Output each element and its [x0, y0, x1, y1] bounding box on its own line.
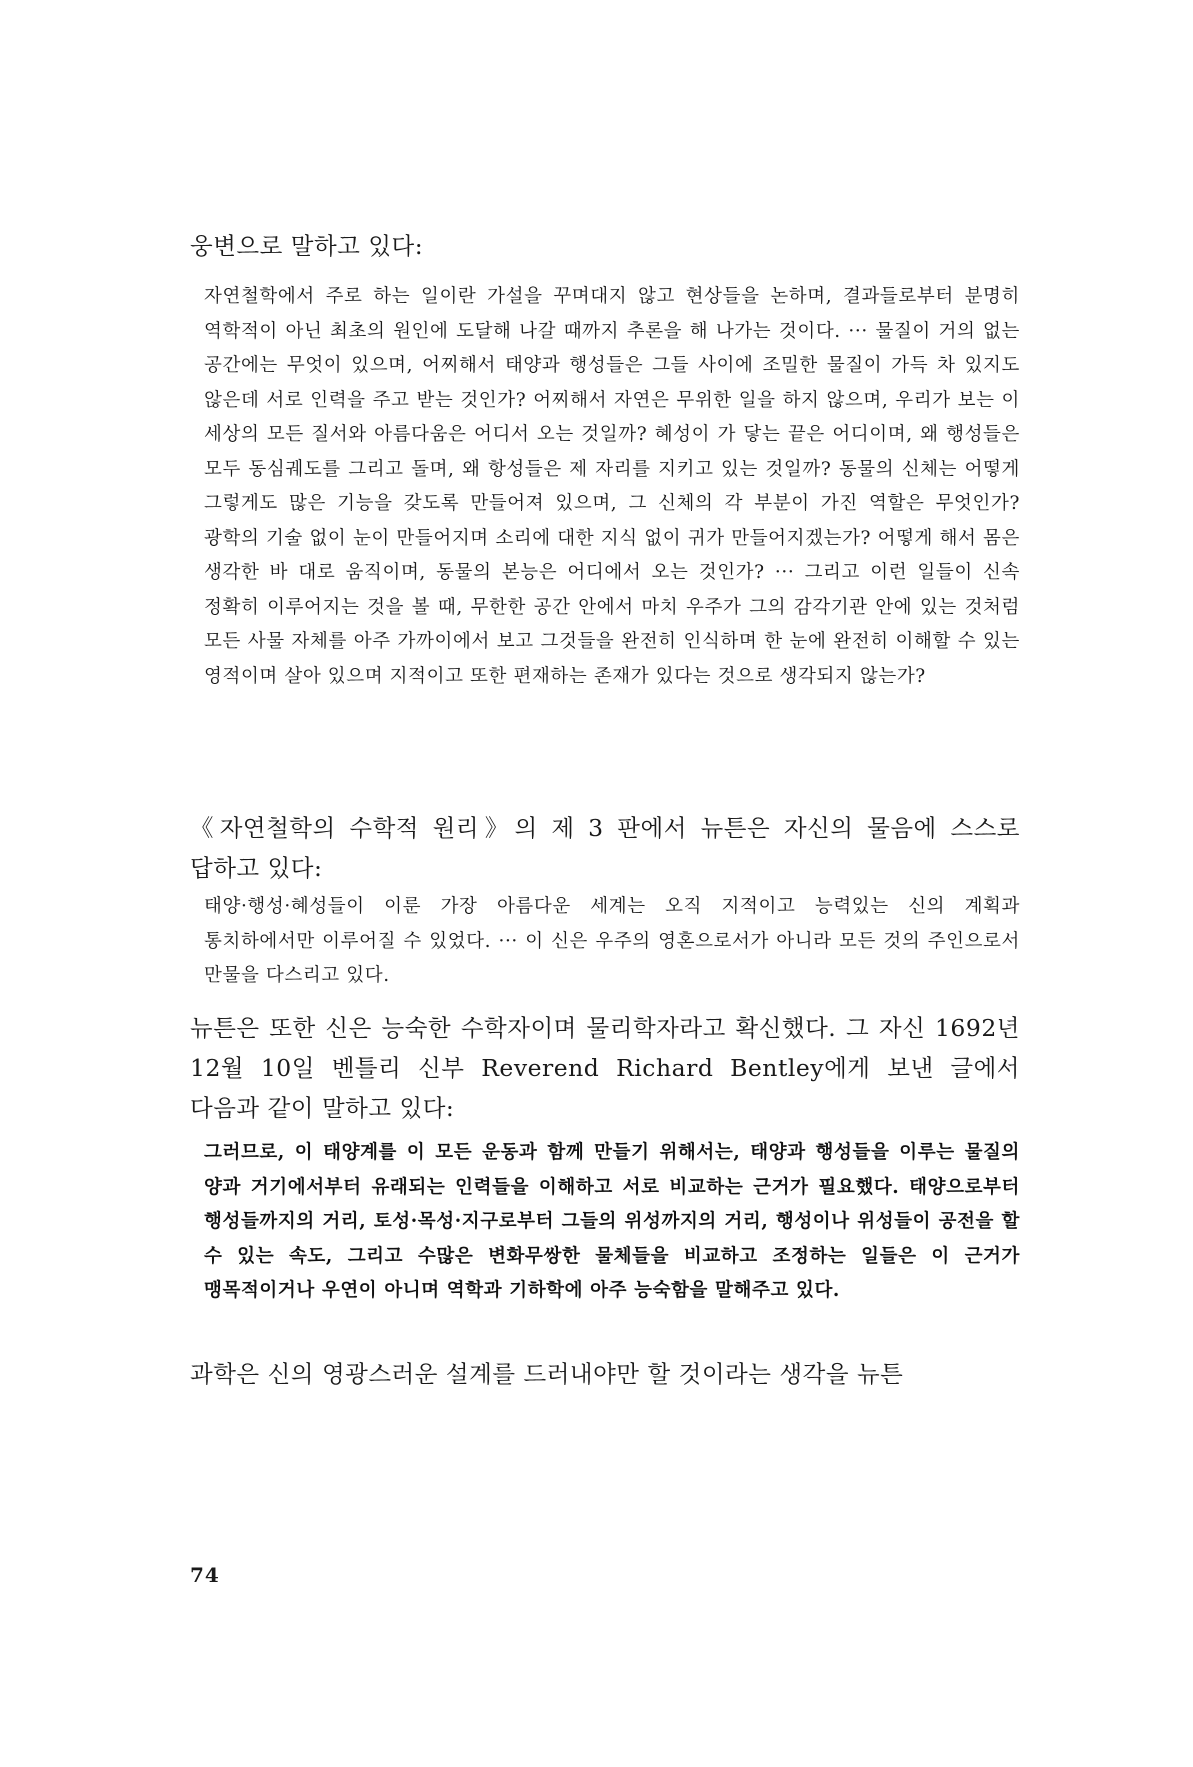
paragraph-intro-2: 《자연철학의 수학적 원리》의 제 3 판에서 뉴튼은 자신의 물음에 스스로 답하고 있다:	[190, 814, 1020, 882]
paragraph-intro-1: 웅변으로 말하고 있다:	[190, 232, 424, 260]
paragraph-intro-4: 과학은 신의 영광스러운 설계를 드러내야만 할 것이라는 생각을 뉴튼	[190, 1360, 904, 1388]
page-number: 74	[190, 1563, 220, 1587]
block-quote-3: 그러므로, 이 태양계를 이 모든 운동과 함께 만들기 위해서는, 태양과 행성들을 이루는 물질의 양과 거기에서부터 유래되는 인력들을 이해하고 서로 비교하는 근거가 필요했다. 태양으로부터 행성들까지의 거리, 토성·목성·지구로부터 그들의 위성까지의 거리, 행성이나 위성들이 공전을 할 수 있는 속도, 그리고 수많은 변화무쌍한 물체들을 비교하고 조정하는 일들은 이 근거가 맹목적이거나 우연이 아니며 역학과 기하학에 아주 능숙함을 말해주고 있다.	[204, 1142, 1020, 1301]
block-quote-1: 자연철학에서 주로 하는 일이란 가설을 꾸며대지 않고 현상들을 논하며, 결과들로부터 분명히 역학적이 아닌 최초의 원인에 도달해 나갈 때까지 추론을 해 나가는 것이다. ··· 물질이 거의 없는 공간에는 무엇이 있으며, 어찌해서 태양과 행성들은 그들 사이에 조밀한 물질이 가득 차 있지도 않은데 서로 인력을 주고 받는 것인가? 어찌해서 자연은 무위한 일을 하지 않으며, 우리가 보는 이 세상의 모든 질서와 아름다움은 어디서 오는 것일까? 혜성이 가 닿는 끝은 어디이며, 왜 행성들은 모두 동심궤도를 그리고 돌며, 왜 항성들은 제 자리를 지키고 있는 것일까? 동물의 신체는 어떻게 그렇게도 많은 기능을 갖도록 만들어져 있으며, 그 신체의 각 부분이 가진 역할은 무엇인가? 광학의 기술 없이 눈이 만들어지며 소리에 대한 지식 없이 귀가 만들어지겠는가? 어떻게 해서 몸은 생각한 바 대로 움직이며, 동물의 본능은 어디에서 오는 것인가? ··· 그리고 이런 일들이 신속 정확히 이루어지는 것을 볼 때, 무한한 공간 안에서 마치 우주가 그의 감각기관 안에 있는 것처럼 모든 사물 자체를 아주 가까이에서 보고 그것들을 완전히 인식하며 한 눈에 완전히 이해할 수 있는 영적이며 살아 있으며 지적이고 또한 편재하는 존재가 있다는 것으로 생각되지 않는가?	[204, 286, 1020, 687]
block-quote-2: 태양·행성·혜성들이 이룬 가장 아름다운 세계는 오직 지적이고 능력있는 신의 계획과 통치하에서만 이루어질 수 있었다. ··· 이 신은 우주의 영혼으로서가 아니라 모든 것의 주인으로서 만물을 다스리고 있다.	[204, 896, 1020, 986]
paragraph-intro-3: 뉴튼은 또한 신은 능숙한 수학자이며 물리학자라고 확신했다. 그 자신 1692년 12월 10일 벤틀리 신부 Reverend Richard Bentley에게 보낸 글에서 다음과 같이 말하고 있다:	[190, 1014, 1020, 1122]
